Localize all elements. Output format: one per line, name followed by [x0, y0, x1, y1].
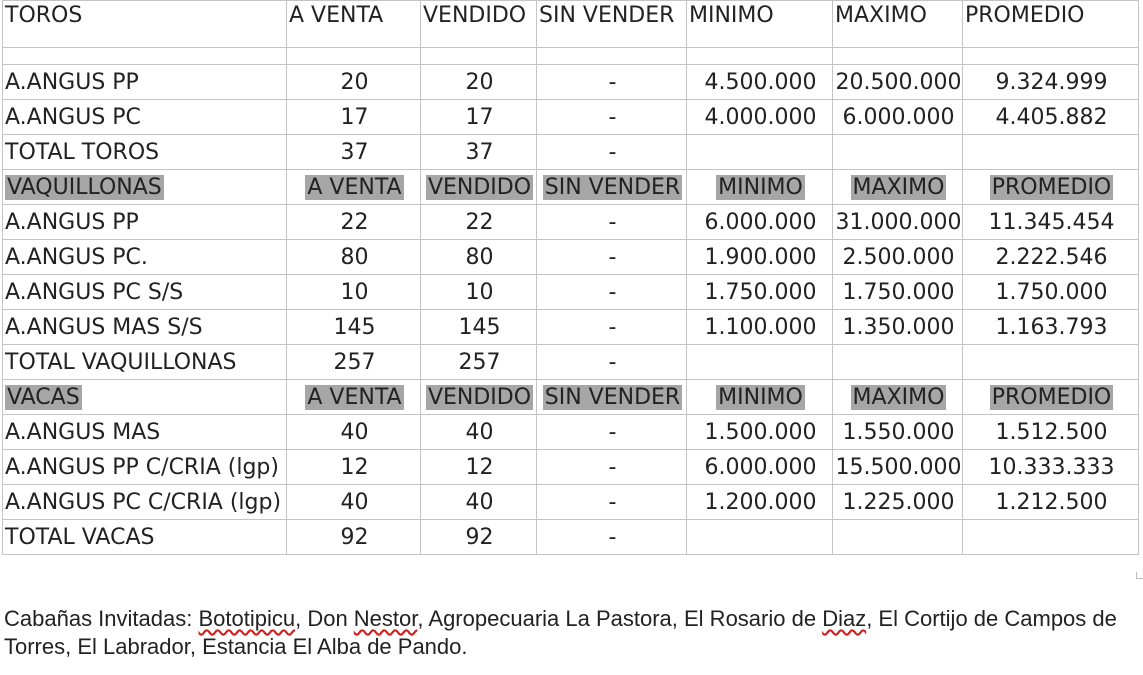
header-a-venta: A VENTA [307, 174, 402, 200]
vaquillonas-header-row [3, 170, 1139, 205]
minimo-cell: 6.000.000 [687, 450, 833, 485]
promedio-cell: 1.750.000 [963, 275, 1139, 310]
table-resize-handle[interactable] [1136, 572, 1143, 579]
vendido-cell: 17 [421, 100, 537, 135]
spellcheck-word: Nestor [353, 606, 418, 631]
minimo-cell: 6.000.000 [687, 205, 833, 240]
promedio-cell: 1.212.500 [963, 485, 1139, 520]
spellcheck-word: Diaz [822, 606, 867, 631]
vendido-cell: 80 [421, 240, 537, 275]
header-maximo: MAXIMO [852, 174, 945, 200]
header-maximo: MAXIMO [852, 384, 945, 410]
auction-results-table [2, 0, 1139, 555]
sin-vender-cell: - [537, 240, 687, 275]
a-venta-cell: 257 [287, 345, 421, 380]
vendido-cell: 40 [421, 415, 537, 450]
vendido-cell: 145 [421, 310, 537, 345]
minimo-cell: 1.900.000 [687, 240, 833, 275]
vendido-cell: 40 [421, 485, 537, 520]
header-sin-vender: SIN VENDER [544, 384, 681, 410]
sin-vender-cell: - [537, 345, 687, 380]
vacas-header-row [3, 380, 1139, 415]
toros-header-category: TOROS [3, 1, 287, 48]
sin-vender-cell: - [537, 310, 687, 345]
category-cell: A.ANGUS PP C/CRIA (lgp) [3, 450, 287, 485]
sin-vender-cell: - [537, 520, 687, 555]
spellcheck-word: Bototipicu [198, 606, 296, 631]
maximo-cell: 1.225.000 [833, 485, 963, 520]
vendido-cell: 10 [421, 275, 537, 310]
promedio-cell: 4.405.882 [963, 100, 1139, 135]
header-vendido: VENDIDO [427, 174, 532, 200]
a-venta-cell: 40 [287, 485, 421, 520]
table-row [3, 100, 1139, 135]
a-venta-cell: 20 [287, 65, 421, 100]
sin-vender-cell: - [537, 205, 687, 240]
category-cell: A.ANGUS PC C/CRIA (lgp) [3, 485, 287, 520]
sin-vender-cell: - [537, 415, 687, 450]
maximo-cell: 1.750.000 [833, 275, 963, 310]
toros-header-vendido: VENDIDO [421, 1, 537, 48]
vendido-cell: 257 [421, 345, 537, 380]
spacer-row [3, 48, 1139, 65]
minimo-cell: 4.000.000 [687, 100, 833, 135]
promedio-cell: 10.333.333 [963, 450, 1139, 485]
maximo-cell: 20.500.000 [833, 65, 963, 100]
promedio-cell: 1.512.500 [963, 415, 1139, 450]
toros-header-sin-vender: SIN VENDER [537, 1, 687, 48]
promedio-cell: 9.324.999 [963, 65, 1139, 100]
a-venta-cell: 22 [287, 205, 421, 240]
promedio-cell: 2.222.546 [963, 240, 1139, 275]
sin-vender-cell: - [537, 65, 687, 100]
table-row [3, 205, 1139, 240]
sin-vender-cell: - [537, 100, 687, 135]
category-cell: A.ANGUS PP [3, 65, 287, 100]
header-promedio: PROMEDIO [991, 384, 1112, 410]
header-promedio: PROMEDIO [991, 174, 1112, 200]
a-venta-cell: 80 [287, 240, 421, 275]
header-sin-vender: SIN VENDER [544, 174, 681, 200]
minimo-cell: 1.500.000 [687, 415, 833, 450]
table-row [3, 485, 1139, 520]
a-venta-cell: 17 [287, 100, 421, 135]
a-venta-cell: 40 [287, 415, 421, 450]
total-label: TOTAL TOROS [3, 135, 287, 170]
table-row [3, 310, 1139, 345]
table-row [3, 65, 1139, 100]
vendido-cell: 12 [421, 450, 537, 485]
a-venta-cell: 12 [287, 450, 421, 485]
sin-vender-cell: - [537, 450, 687, 485]
invited-cabins-note: Cabañas Invitadas: Bototipicu, Don Nestor, Agropecuaria La Pastora, El Rosario de Diaz, El Cortijo de Campos de Torres, El Labrador, Estancia El Alba de Pando. [4, 606, 1117, 659]
vendido-cell: 20 [421, 65, 537, 100]
minimo-cell: 1.750.000 [687, 275, 833, 310]
toros-header-maximo: MAXIMO [833, 1, 963, 48]
toros-header-minimo: MINIMO [687, 1, 833, 48]
category-cell: A.ANGUS PP [3, 205, 287, 240]
vendido-cell: 92 [421, 520, 537, 555]
table-row [3, 275, 1139, 310]
minimo-cell: 1.200.000 [687, 485, 833, 520]
category-cell: A.ANGUS MAS [3, 415, 287, 450]
toros-header-promedio: PROMEDIO [963, 1, 1139, 48]
vendido-cell: 22 [421, 205, 537, 240]
maximo-cell: 6.000.000 [833, 100, 963, 135]
minimo-cell: 1.100.000 [687, 310, 833, 345]
vacas-header-category: VACAS [7, 384, 80, 410]
minimo-cell: 4.500.000 [687, 65, 833, 100]
table-row [3, 415, 1139, 450]
toros-header-a-venta: A VENTA [287, 1, 421, 48]
total-label: TOTAL VACAS [3, 520, 287, 555]
total-row [3, 520, 1139, 555]
category-cell: A.ANGUS PC. [3, 240, 287, 275]
category-cell: A.ANGUS MAS S/S [3, 310, 287, 345]
header-minimo: MINIMO [718, 174, 803, 200]
category-cell: A.ANGUS PC S/S [3, 275, 287, 310]
a-venta-cell: 92 [287, 520, 421, 555]
maximo-cell: 1.350.000 [833, 310, 963, 345]
a-venta-cell: 37 [287, 135, 421, 170]
total-row [3, 345, 1139, 380]
a-venta-cell: 145 [287, 310, 421, 345]
toros-header-row [3, 1, 1139, 48]
promedio-cell: 1.163.793 [963, 310, 1139, 345]
total-row [3, 135, 1139, 170]
maximo-cell: 2.500.000 [833, 240, 963, 275]
header-vendido: VENDIDO [427, 384, 532, 410]
vaquillonas-header-category: VAQUILLONAS [7, 174, 162, 200]
header-minimo: MINIMO [718, 384, 803, 410]
sin-vender-cell: - [537, 485, 687, 520]
promedio-cell: 11.345.454 [963, 205, 1139, 240]
sin-vender-cell: - [537, 135, 687, 170]
sin-vender-cell: - [537, 275, 687, 310]
total-label: TOTAL VAQUILLONAS [3, 345, 287, 380]
a-venta-cell: 10 [287, 275, 421, 310]
category-cell: A.ANGUS PC [3, 100, 287, 135]
maximo-cell: 15.500.000 [833, 450, 963, 485]
table-row [3, 240, 1139, 275]
maximo-cell: 1.550.000 [833, 415, 963, 450]
vendido-cell: 37 [421, 135, 537, 170]
table-row [3, 450, 1139, 485]
header-a-venta: A VENTA [307, 384, 402, 410]
maximo-cell: 31.000.000 [833, 205, 963, 240]
